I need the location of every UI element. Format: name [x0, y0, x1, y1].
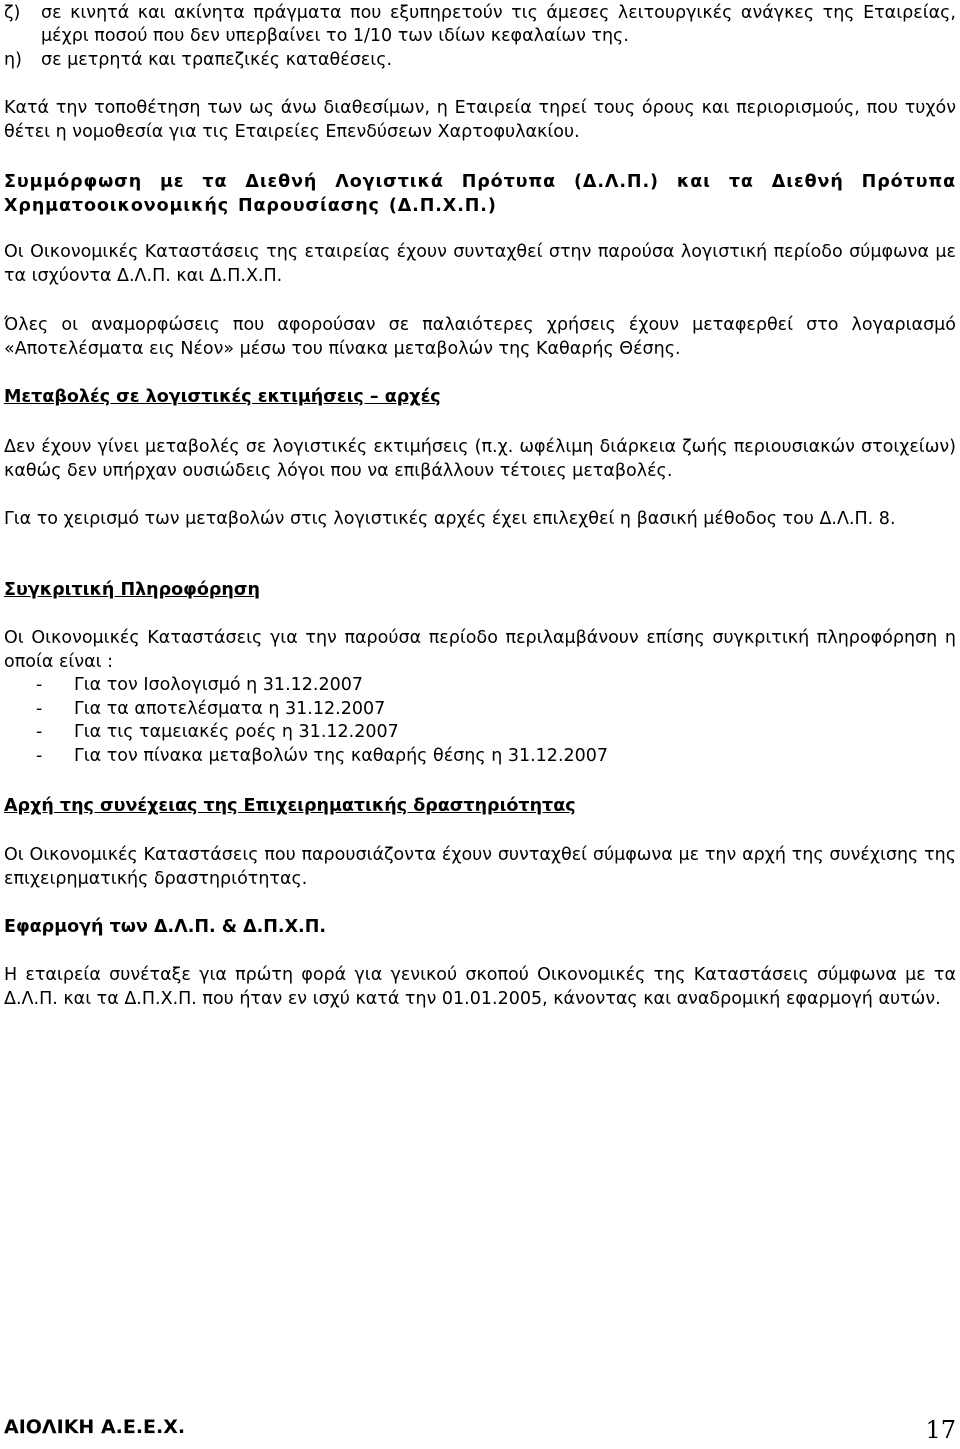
paragraph-going-concern: Οι Οικονομικές Καταστάσεις που παρουσιάζοντα έχουν συνταχθεί σύμφωνα με την αρχή της συνέχισης της επιχειρηματικής δραστηριότητας.	[4, 845, 956, 889]
paragraph-comparative: Οι Οικονομικές Καταστάσεις για την παρούσα περίοδο περιλαμβάνουν επίσης συγκριτική πληροφόρηση η οποία είναι :	[4, 628, 956, 672]
dash-marker: -	[36, 675, 43, 695]
paragraph-compliance-2: Όλες οι αναμορφώσεις που αφορούσαν σε παλαιότερες χρήσεις έχουν μεταφερθεί στο λογαριασμό «Αποτελέσματα εις Νέον» μέσω του πίνακα μεταβολών της Καθαρής Θέσης.	[4, 315, 956, 359]
list-item-eta	[4, 49, 956, 72]
list-item-text: Για τον πίνακα μεταβολών της καθαρής θέσης η 31.12.2007	[74, 745, 609, 766]
list-item-zeta	[4, 2, 956, 48]
heading-compliance: Συμμόρφωση με τα Διεθνή Λογιστικά Πρότυπα (Δ.Λ.Π.) και τα Διεθνή Πρότυπα Χρηματοοικονομικής Παρουσίασης (Δ.Π.Χ.Π.)	[4, 172, 956, 216]
list-item	[4, 698, 904, 722]
dash-marker: -	[36, 722, 43, 742]
dash-marker: -	[36, 745, 43, 766]
list-item	[4, 674, 904, 698]
paragraph-changes-2: Για το χειρισμό των μεταβολών στις λογιστικές αρχές έχει επιλεχθεί η βασική μέθοδος του Δ.Λ.Π. 8.	[4, 509, 896, 529]
list-item	[4, 721, 904, 745]
footer-company-name: ΑΙΟΛΙΚΗ Α.Ε.Ε.Χ.	[4, 1416, 186, 1438]
list-item-text: Για τον Ισολογισμό η 31.12.2007	[74, 675, 363, 695]
list-item-text: Για τις ταμειακές ροές η 31.12.2007	[74, 722, 399, 742]
heading-changes: Μεταβολές σε λογιστικές εκτιμήσεις – αρχές	[4, 387, 441, 407]
paragraph-application: Η εταιρεία συνέταξε για πρώτη φορά για γενικού σκοπού Οικονομικές της Καταστάσεις σύμφωνα με τα Δ.Λ.Π. και τα Δ.Π.Χ.Π. που ήταν εν ισχύ κατά την 01.01.2005, κάνοντας και αναδρομική εφαρμογή αυτών.	[4, 965, 956, 1009]
heading-going-concern: Αρχή της συνέχειας της Επιχειρηματικής δραστηριότητας	[4, 796, 576, 816]
list-item	[4, 745, 904, 769]
item-marker: η)	[4, 50, 22, 70]
comparative-list	[4, 674, 904, 768]
item-marker: ζ)	[4, 3, 21, 23]
dash-marker: -	[36, 698, 43, 719]
item-text: σε κινητά και ακίνητα πράγματα που εξυπηρετούν τις άμεσες λειτουργικές ανάγκες της Εταιρείας, μέχρι ποσού που δεν υπερβαίνει το 1/10 των ιδίων κεφαλαίων της.	[41, 3, 956, 46]
heading-comparative: Συγκριτική Πληροφόρηση	[4, 580, 260, 600]
paragraph-changes-1: Δεν έχουν γίνει μεταβολές σε λογιστικές εκτιμήσεις (π.χ. ωφέλιμη διάρκεια ζωής περιουσιακών στοιχείων) καθώς δεν υπήρχαν ουσιώδεις λόγοι που να επιβάλλουν τέτοιες μεταβολές.	[4, 437, 956, 481]
paragraph-compliance-1: Οι Οικονομικές Καταστάσεις της εταιρείας έχουν συνταχθεί στην παρούσα λογιστική περίοδο σύμφωνα με τα ισχύοντα Δ.Λ.Π. και Δ.Π.Χ.Π.	[4, 242, 956, 286]
item-text: σε μετρητά και τραπεζικές καταθέσεις.	[41, 50, 393, 70]
paragraph-placement: Κατά την τοποθέτηση των ως άνω διαθεσίμων, η Εταιρεία τηρεί τους όρους και περιορισμούς, που τυχόν θέτει η νομοθεσία για τις Εταιρείες Επενδύσεων Χαρτοφυλακίου.	[4, 98, 956, 142]
list-item-text: Για τα αποτελέσματα η 31.12.2007	[74, 698, 386, 719]
heading-application: Εφαρμογή των Δ.Λ.Π. & Δ.Π.Χ.Π.	[4, 917, 326, 937]
footer-page-number: 17	[925, 1416, 956, 1444]
